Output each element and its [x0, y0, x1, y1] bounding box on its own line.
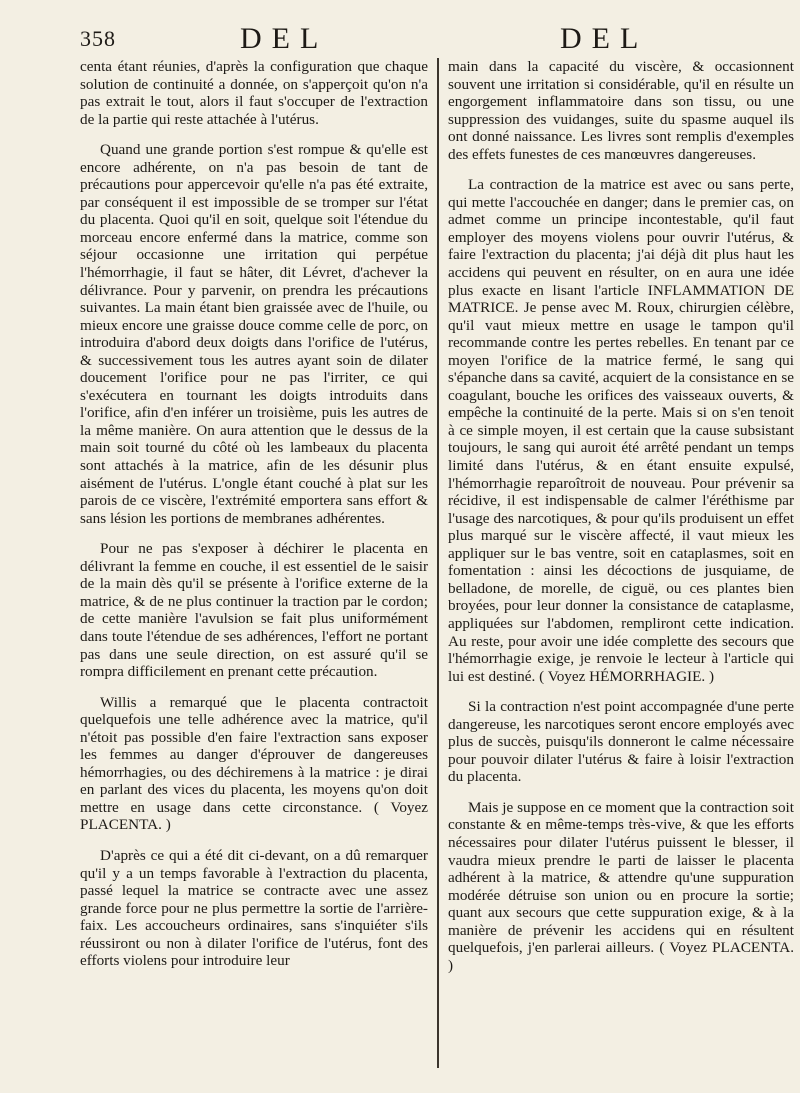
paragraph: main dans la capacité du viscère, & occasionnent souvent une irritation si considérable, qu'il en résulte un engorgement inflammatoire dans son tissu, ou une suppression des vuidanges, suite du spasme auquel ils ont donné naissance. Les livres sont remplis d'exemples des effets funestes de ces manœuvres dangereuses. [448, 58, 794, 163]
paragraph: Pour ne pas s'exposer à déchirer le placenta en délivrant la femme en couche, il est essentiel de le saisir de la main dès qu'il se présente à l'orifice externe de la matrice, & de ne plus continuer la traction par le cordon; de cette manière l'avulsion se fait plus uniformément dans toute l'étendue de ses adhérences, l'effort ne portant pas dans une seule direction, on est assuré qu'il se rompra difficilement en prenant cette précaution. [80, 540, 428, 681]
right-column [448, 58, 794, 987]
left-running-title: DEL [240, 22, 329, 55]
paragraph: D'après ce qui a été dit ci-devant, on a dû remarquer qu'il y a un temps favorable à l'extraction du placenta, passé lequel la matrice se contracte avec une assez grande force pour ne plus permettre la sortie de l'arrière-faix. Les accoucheurs ordinaires, sans s'inquiéter s'ils réussiront ou non à dilater l'orifice de l'utérus, font des efforts violens pour introduire leur [80, 846, 428, 970]
page-number: 358 [80, 26, 116, 51]
paragraph: centa étant réunies, d'après la configuration que chaque solution de continuité a donnée, on s'apperçoit qu'on n'a pas extrait le tout, alors il faut s'occuper de l'extraction de la partie qui reste attachée à l'utérus. [80, 58, 428, 128]
paragraph: Si la contraction n'est point accompagnée d'une perte dangereuse, les narcotiques seront encore employés avec plus de succès, puisqu'ils donneront le calme nécessaire pour pouvoir dilater l'utérus & faire à loisir l'extraction du placenta. [448, 698, 794, 786]
paragraph: Willis a remarqué que le placenta contractoit quelquefois une telle adhérence avec la matrice, qu'il n'étoit pas possible d'en faire l'extraction sans exposer les femmes au danger d'éprouver de dangereuses hémorrhagies, ou des déchiremens à la matrice : je dirai en parlant des vices du placenta, les moyens qu'on doit mettre en usage dans cette circonstance. ( Voyez PLACENTA. ) [80, 693, 428, 834]
paragraph: Mais je suppose en ce moment que la contraction soit constante & en même-temps très-vive, & que les efforts nécessaires pour dilater l'utérus puissent le blesser, il vaudra mieux prendre le parti de laisser le placenta adhérent à la matrice, & attendre qu'une suppuration modérée détruise son union ou en procure la sortie; quant aux secours que cette suppuration exige, & à la manière de prévenir les accidens qui en résultent quelquefois, j'en parlerai ailleurs. ( Voyez PLACENTA. ) [448, 798, 794, 974]
column-divider [437, 58, 439, 1068]
paragraph: Quand une grande portion s'est rompue & qu'elle est encore adhérente, on n'a pas besoin de tant de précautions pour appercevoir qu'elle n'a pas été extraite, par conséquent il est impossible de se tromper sur l'état du placenta. Quoi qu'il en soit, quelque soit l'étendue du morceau encore enfermé dans la matrice, comme son séjour occasionne une irritation qui perpétue l'hémorrhagie, il faut se hâter, dit Lévret, d'achever la délivrance. Pour y parvenir, on prendra les précautions suivantes. La main étant bien graissée avec de l'huile, ou mieux encore une graisse douce comme celle de porc, on introduira d'abord deux doigts dans l'orifice de l'utérus, & successivement tous les autres ayant soin de dilater doucement l'orifice pour ne pas l'irriter, ce qui s'exécutera en tournant les doigts introduits dans l'orifice, afin d'en inférer un troisième, puis les autres de la même manière. On aura attention que le dessus de la main soit tourné du côté où les lambeaux du placenta sont attachés à la matrice, afin de les désunir plus aisément de l'utérus. L'ongle étant couché à plat sur les parois de ce viscère, l'extrémité emportera sans effort & sans lésion les portions de membranes adhérentes. [80, 141, 428, 527]
paragraph: La contraction de la matrice est avec ou sans perte, qui mette l'accouchée en danger; dans le premier cas, on admet comme un principe incontestable, qu'il faut employer des moyens violens pour ouvrir l'utérus, & faire l'extraction du placenta; j'ai déjà dit plus haut les accidens qui peuvent en résulter, on en aura une idée plus exacte en lisant l'article INFLAMMATION DE MATRICE. Je pense avec M. Roux, chirurgien célèbre, qu'il vaut mieux mettre en usage le tampon qu'il recommande contre les pertes rebelles. En tenant par ce moyen l'orifice de la matrice fermé, le sang qui s'épanche dans sa cavité, acquiert de la consistance en se coagulant, bouche les orifices des vaisseaux ouverts, & empêche la continuité de la perte. Mais si on s'en tenoit à ce simple moyen, il est certain que la cause subsistant toujours, le sang qui auroit été arrêté pendant un temps limité dans l'utérus, & en étant ensuite expulsé, l'hémorrhagie reparoîtroit de nouveau. Pour prévenir sa récidive, il est indispensable de calmer l'éréthisme par l'usage des narcotiques, & pour qu'ils produisent un effet plus marqué sur le viscère affecté, il vaut mieux les appliquer sur le bas ventre, soit en cataplasmes, soit en fomentation : ainsi les décoctions de jusquiame, de belladone, de morelle, de ciguë, ou ces plantes bien broyées, pour leur donner la consistance de cataplasme, appliquées sur l'abdomen, rempliront cette indication. Au reste, pour avoir une idée complette des secours que l'hémorrhagie exige, je renvoie le lecteur à l'article qui lui est destiné. ( Voyez HÉMORRHAGIE. ) [448, 176, 794, 685]
left-column [80, 58, 428, 983]
running-header [0, 16, 800, 56]
right-running-title: DEL [560, 22, 649, 55]
